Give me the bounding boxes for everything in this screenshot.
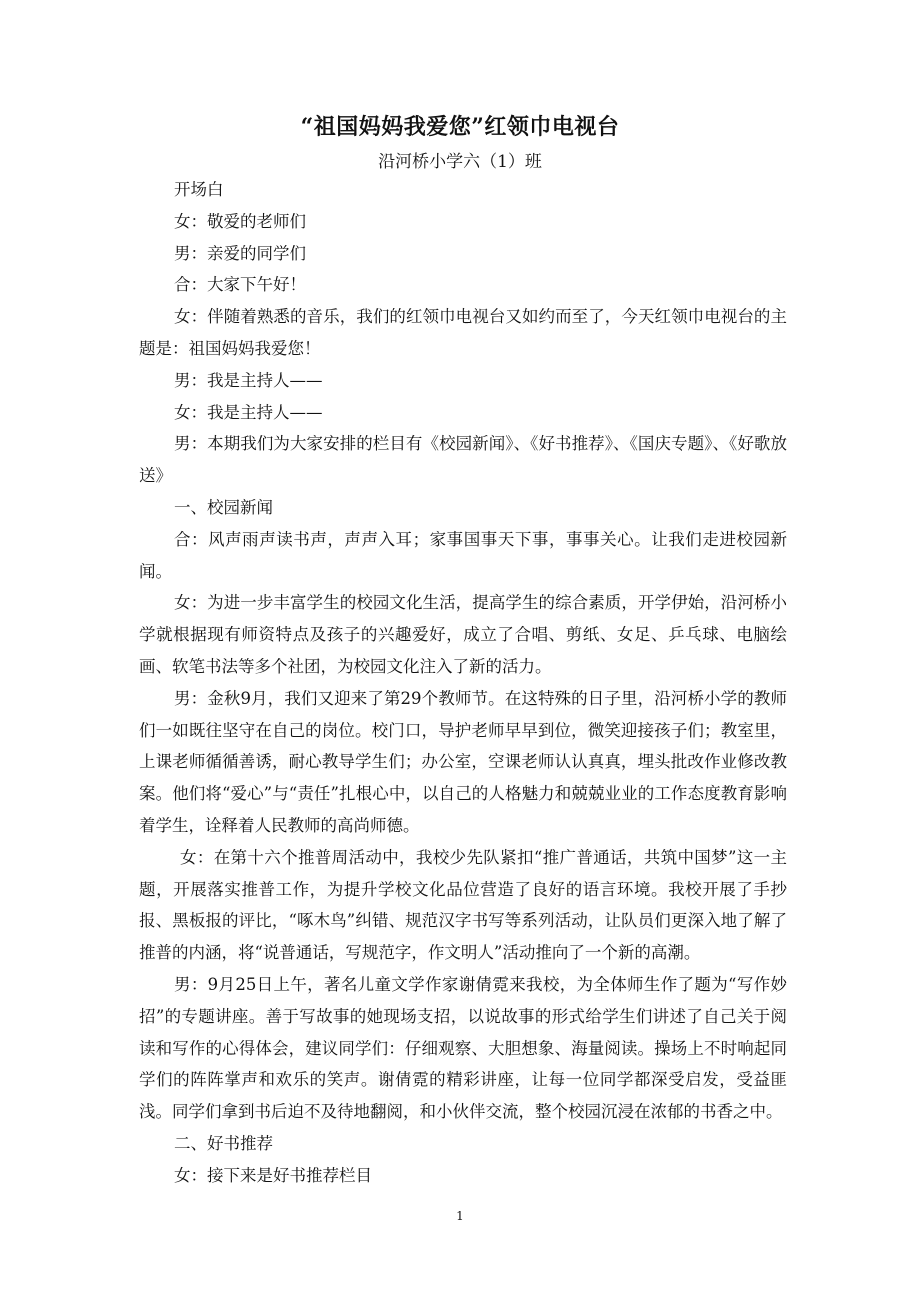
- paragraph-line: 合：大家下午好！: [174, 275, 306, 295]
- paragraph-line: 男：金秋9月，我们又迎来了第29个教师节。在这特殊的日子里，沿河桥小学的教师们一如既往坚守在自己的岗位。校门口，导护老师早早到位，微笑迎接孩子们；教室里，上课老师循循善诱，耐心教导学生们；办公室，空课老师认认真真，埋头批改作业修改教案。他们将“爱心”与“责任”扎根心中，以自己的人格魅力和兢兢业业的工作态度教育影响着学生，诠释着人民教师的高尚师德。: [139, 688, 787, 835]
- document-title: “祖国妈妈我爱您”红领巾电视台: [300, 114, 620, 140]
- paragraph-line: 女：接下来是好书推荐栏目: [174, 1165, 372, 1185]
- paragraph-line: 男：亲爱的同学们: [174, 243, 306, 263]
- page-number: 1: [456, 1209, 464, 1223]
- paragraph-line: 女：为进一步丰富学生的校园文化生活，提高学生的综合素质，开学伊始，沿河桥小学就根据现有师资特点及孩子的兴趣爱好，成立了合唱、剪纸、女足、乒乓球、电脑绘画、软笔书法等多个社团，为校园文化注入了新的活力。: [139, 593, 787, 676]
- paragraph-line: 男：9月25日上午，著名儿童文学作家谢倩霓来我校，为全体师生作了题为“写作妙招”的专题讲座。善于写故事的她现场支招，以说故事的形式给学生们讲述了自己关于阅读和写作的心得体会，建议同学们：仔细观察、大胆想象、海量阅读。操场上不时响起同学们的阵阵掌声和欢乐的笑声。谢倩霓的精彩讲座，让每一位同学都深受启发，受益匪浅。同学们拿到书后迫不及待地翻阅，和小伙伴交流，整个校园沉浸在浓郁的书香之中。: [139, 974, 787, 1122]
- section-heading-book-recommendation: 二、好书推荐: [174, 1133, 273, 1153]
- paragraph-line: 女：在第十六个推普周活动中，我校少先队紧扣“推广普通话，共筑中国梦”这一主题，开展落实推普工作，为提升学校文化品位营造了良好的语言环境。我校开展了手抄报、黑板报的评比，“啄木鸟”纠错、规范汉字书写等系列活动，让队员们更深入地了解了推普的内涵，将“说普通话，写规范字，作文明人”活动推向了一个新的高潮。: [139, 847, 787, 963]
- document-body: [139, 174, 787, 1192]
- paragraph-line: 女：我是主持人——: [174, 402, 323, 422]
- paragraph-line: 男：本期我们为大家安排的栏目有《校园新闻》、《好书推荐》、《国庆专题》、《好歌放送》: [139, 434, 787, 486]
- paragraph-line: 合：风声雨声读书声，声声入耳；家事国事天下事，事事关心。让我们走进校园新闻。: [139, 529, 787, 581]
- paragraph-line: 男：我是主持人——: [174, 370, 323, 390]
- paragraph-line: 女：伴随着熟悉的音乐，我们的红领巾电视台又如约而至了，今天红领巾电视台的主题是：祖国妈妈我爱您！: [139, 307, 787, 358]
- document-subtitle: 沿河桥小学六（1）班: [378, 152, 542, 172]
- section-heading-campus-news: 一、校园新闻: [174, 497, 273, 517]
- paragraph-opening: 开场白: [174, 180, 224, 199]
- paragraph-line: 女：敬爱的老师们: [174, 211, 306, 231]
